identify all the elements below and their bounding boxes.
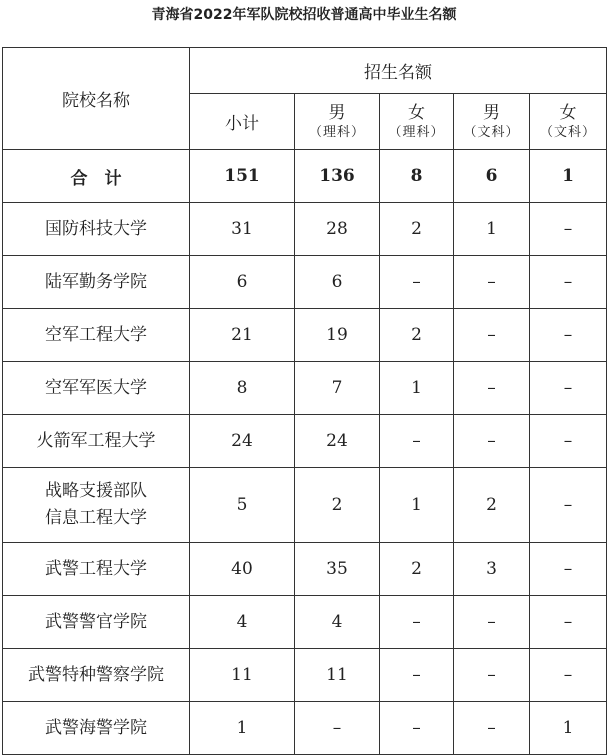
- male-liberal-cell: –: [454, 256, 530, 309]
- school-name: 空军军医大学: [3, 362, 190, 415]
- table-row: [3, 309, 607, 362]
- header-male-liberal: 男 （文科）: [454, 94, 530, 150]
- school-name: 陆军勤务学院: [3, 256, 190, 309]
- school-name: 战略支援部队 信息工程大学: [3, 468, 190, 543]
- female-science-cell: 2: [380, 543, 454, 596]
- total-male-science: 136: [295, 150, 380, 203]
- header-female-liberal: 女 （文科）: [530, 94, 607, 150]
- total-female-science: 8: [380, 150, 454, 203]
- male-science-cell: 28: [295, 203, 380, 256]
- total-female-liberal: 1: [530, 150, 607, 203]
- total-subtotal: 151: [190, 150, 295, 203]
- table-row: [3, 649, 607, 702]
- table-row: [3, 256, 607, 309]
- header-row-group: [3, 48, 607, 94]
- header-quota-group: 招生名额: [190, 48, 607, 94]
- subtotal-cell: 5: [190, 468, 295, 543]
- male-liberal-cell: –: [454, 702, 530, 755]
- table-row: [3, 415, 607, 468]
- female-science-cell: 1: [380, 362, 454, 415]
- school-name: 武警警官学院: [3, 596, 190, 649]
- female-liberal-cell: –: [530, 468, 607, 543]
- female-science-cell: –: [380, 702, 454, 755]
- table-row: [3, 596, 607, 649]
- table-row: [3, 203, 607, 256]
- male-liberal-cell: –: [454, 309, 530, 362]
- male-liberal-cell: –: [454, 649, 530, 702]
- total-male-liberal: 6: [454, 150, 530, 203]
- male-liberal-cell: 2: [454, 468, 530, 543]
- subtotal-cell: 11: [190, 649, 295, 702]
- female-science-cell: –: [380, 649, 454, 702]
- subtotal-cell: 31: [190, 203, 295, 256]
- header-subtotal: 小计: [190, 94, 295, 150]
- subtotal-cell: 6: [190, 256, 295, 309]
- subtotal-cell: 4: [190, 596, 295, 649]
- female-liberal-cell: –: [530, 256, 607, 309]
- school-name: 武警工程大学: [3, 543, 190, 596]
- subtotal-cell: 24: [190, 415, 295, 468]
- female-liberal-cell: –: [530, 362, 607, 415]
- total-row: [3, 150, 607, 203]
- male-liberal-cell: –: [454, 596, 530, 649]
- female-science-cell: 2: [380, 309, 454, 362]
- male-science-cell: 35: [295, 543, 380, 596]
- female-liberal-cell: –: [530, 415, 607, 468]
- table-row: [3, 468, 607, 543]
- male-science-cell: 24: [295, 415, 380, 468]
- female-science-cell: –: [380, 596, 454, 649]
- female-liberal-cell: –: [530, 203, 607, 256]
- female-liberal-cell: –: [530, 543, 607, 596]
- page-title: 青海省2022年军队院校招收普通高中毕业生名额: [151, 7, 457, 23]
- school-name: 武警特种警察学院: [3, 649, 190, 702]
- school-name: 武警海警学院: [3, 702, 190, 755]
- subtotal-cell: 21: [190, 309, 295, 362]
- male-science-cell: 6: [295, 256, 380, 309]
- header-school-name: 院校名称: [3, 48, 190, 150]
- female-liberal-cell: 1: [530, 702, 607, 755]
- subtotal-cell: 8: [190, 362, 295, 415]
- female-liberal-cell: –: [530, 309, 607, 362]
- male-science-cell: 7: [295, 362, 380, 415]
- female-science-cell: –: [380, 256, 454, 309]
- subtotal-cell: 40: [190, 543, 295, 596]
- male-liberal-cell: –: [454, 362, 530, 415]
- header-male-science: 男 （理科）: [295, 94, 380, 150]
- female-science-cell: 2: [380, 203, 454, 256]
- total-label: 合 计: [3, 150, 190, 203]
- female-science-cell: 1: [380, 468, 454, 543]
- male-science-cell: 11: [295, 649, 380, 702]
- male-liberal-cell: 1: [454, 203, 530, 256]
- male-science-cell: –: [295, 702, 380, 755]
- table-row: [3, 362, 607, 415]
- male-science-cell: 2: [295, 468, 380, 543]
- table-row: [3, 543, 607, 596]
- quota-table: [2, 47, 607, 755]
- school-name: 火箭军工程大学: [3, 415, 190, 468]
- subtotal-cell: 1: [190, 702, 295, 755]
- school-name: 空军工程大学: [3, 309, 190, 362]
- header-female-science: 女 （理科）: [380, 94, 454, 150]
- table-row: [3, 702, 607, 755]
- school-name: 国防科技大学: [3, 203, 190, 256]
- male-science-cell: 4: [295, 596, 380, 649]
- male-science-cell: 19: [295, 309, 380, 362]
- male-liberal-cell: 3: [454, 543, 530, 596]
- female-liberal-cell: –: [530, 596, 607, 649]
- female-science-cell: –: [380, 415, 454, 468]
- male-liberal-cell: –: [454, 415, 530, 468]
- female-liberal-cell: –: [530, 649, 607, 702]
